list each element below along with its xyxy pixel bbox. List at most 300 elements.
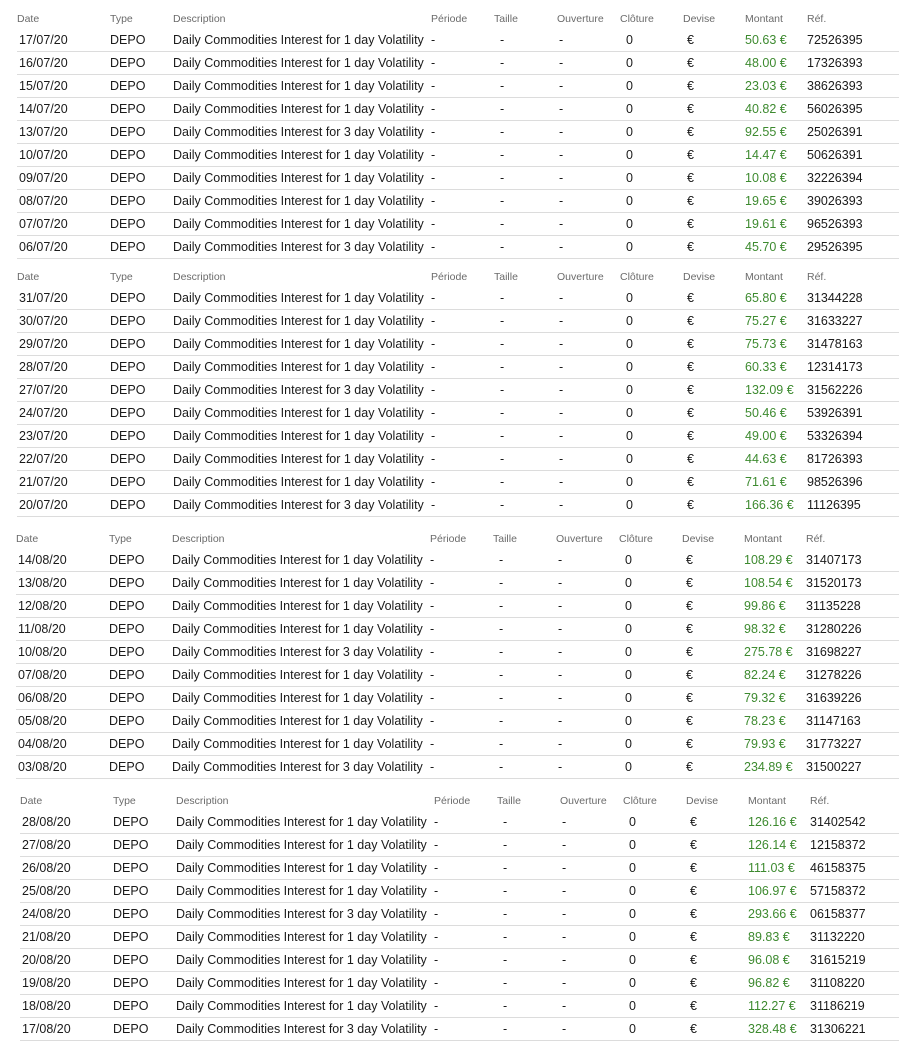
cell-montant: 78.23 € bbox=[744, 714, 786, 728]
transactions-table bbox=[17, 9, 899, 259]
table-row[interactable] bbox=[20, 903, 899, 926]
cell-type: DEPO bbox=[113, 953, 149, 967]
column-header-ref[interactable]: Réf. bbox=[807, 271, 827, 283]
column-header-devise[interactable]: Devise bbox=[686, 795, 719, 807]
cell-cloture: 0 bbox=[625, 576, 632, 590]
cell-montant: 48.00 € bbox=[745, 56, 787, 70]
cell-date: 30/07/20 bbox=[19, 314, 68, 328]
cell-type: DEPO bbox=[113, 861, 149, 875]
cell-ouverture: - bbox=[559, 171, 564, 185]
column-header-montant[interactable]: Montant bbox=[745, 271, 783, 283]
column-header-montant[interactable]: Montant bbox=[748, 795, 786, 807]
cell-cloture: 0 bbox=[626, 148, 633, 162]
column-header-periode[interactable]: Période bbox=[431, 13, 468, 25]
cell-date: 13/08/20 bbox=[18, 576, 67, 590]
cell-type: DEPO bbox=[110, 452, 146, 466]
table-row[interactable] bbox=[16, 687, 899, 710]
cell-cloture: 0 bbox=[626, 217, 633, 231]
cell-montant: 65.80 € bbox=[745, 291, 787, 305]
cell-periode: - bbox=[431, 194, 436, 208]
cell-description: Daily Commodities Interest for 1 day Volatility bbox=[172, 668, 423, 682]
cell-description: Daily Commodities Interest for 1 day Volatility bbox=[176, 953, 427, 967]
cell-devise: € bbox=[687, 452, 694, 466]
cell-date: 06/07/20 bbox=[19, 240, 68, 254]
cell-montant: 71.61 € bbox=[745, 475, 787, 489]
cell-ouverture: - bbox=[559, 475, 564, 489]
cell-type: DEPO bbox=[113, 838, 149, 852]
cell-type: DEPO bbox=[110, 33, 146, 47]
cell-ouverture: - bbox=[562, 999, 567, 1013]
column-header-cloture[interactable]: Clôture bbox=[620, 271, 654, 283]
cell-devise: € bbox=[687, 314, 694, 328]
cell-description: Daily Commodities Interest for 1 day Volatility bbox=[173, 33, 424, 47]
table-row[interactable] bbox=[20, 811, 899, 834]
cell-description: Daily Commodities Interest for 1 day Volatility bbox=[173, 452, 424, 466]
cell-cloture: 0 bbox=[626, 429, 633, 443]
cell-type: DEPO bbox=[113, 999, 149, 1013]
table-row[interactable] bbox=[16, 756, 899, 779]
table-row[interactable] bbox=[16, 733, 899, 756]
cell-montant: 328.48 € bbox=[748, 1022, 797, 1036]
cell-devise: € bbox=[687, 217, 694, 231]
cell-date: 06/08/20 bbox=[18, 691, 67, 705]
cell-periode: - bbox=[431, 217, 436, 231]
cell-date: 29/07/20 bbox=[19, 337, 68, 351]
cell-devise: € bbox=[687, 194, 694, 208]
column-header-date[interactable]: Date bbox=[20, 795, 43, 807]
cell-periode: - bbox=[431, 291, 436, 305]
table-row[interactable] bbox=[16, 641, 899, 664]
cell-ouverture: - bbox=[562, 838, 567, 852]
table-row[interactable] bbox=[17, 190, 899, 213]
cell-periode: - bbox=[434, 907, 439, 921]
table-row[interactable] bbox=[17, 144, 899, 167]
cell-periode: - bbox=[434, 838, 439, 852]
cell-periode: - bbox=[431, 148, 436, 162]
cell-type: DEPO bbox=[109, 760, 145, 774]
cell-description: Daily Commodities Interest for 1 day Volatility bbox=[173, 406, 424, 420]
cell-date: 17/08/20 bbox=[22, 1022, 71, 1036]
cell-ref: 31773227 bbox=[806, 737, 862, 751]
cell-ouverture: - bbox=[558, 622, 563, 636]
column-header-ouverture[interactable]: Ouverture bbox=[557, 13, 604, 25]
cell-taille: - bbox=[500, 148, 505, 162]
cell-devise: € bbox=[687, 240, 694, 254]
cell-ref: 31280226 bbox=[806, 622, 862, 636]
cell-cloture: 0 bbox=[625, 760, 632, 774]
cell-devise: € bbox=[686, 622, 693, 636]
cell-date: 25/08/20 bbox=[22, 884, 71, 898]
cell-taille: - bbox=[500, 429, 505, 443]
cell-ref: 98526396 bbox=[807, 475, 863, 489]
column-header-description[interactable]: Description bbox=[173, 13, 226, 25]
cell-date: 09/07/20 bbox=[19, 171, 68, 185]
cell-devise: € bbox=[687, 79, 694, 93]
table-row[interactable] bbox=[16, 572, 899, 595]
cell-periode: - bbox=[434, 1022, 439, 1036]
column-header-ref[interactable]: Réf. bbox=[807, 13, 827, 25]
table-row[interactable] bbox=[20, 949, 899, 972]
cell-devise: € bbox=[690, 1022, 697, 1036]
cell-ref: 53926391 bbox=[807, 406, 863, 420]
column-header-taille[interactable]: Taille bbox=[497, 795, 521, 807]
cell-taille: - bbox=[500, 56, 505, 70]
column-header-periode[interactable]: Période bbox=[431, 271, 468, 283]
column-header-date[interactable]: Date bbox=[17, 271, 40, 283]
cell-ouverture: - bbox=[559, 314, 564, 328]
cell-ouverture: - bbox=[559, 498, 564, 512]
cell-description: Daily Commodities Interest for 3 day Volatility bbox=[176, 1022, 427, 1036]
cell-ref: 31306221 bbox=[810, 1022, 866, 1036]
cell-periode: - bbox=[434, 930, 439, 944]
cell-periode: - bbox=[431, 337, 436, 351]
table-row[interactable] bbox=[17, 213, 899, 236]
cell-devise: € bbox=[690, 999, 697, 1013]
cell-ouverture: - bbox=[558, 668, 563, 682]
cell-ouverture: - bbox=[559, 337, 564, 351]
cell-montant: 106.97 € bbox=[748, 884, 797, 898]
cell-taille: - bbox=[499, 622, 504, 636]
cell-type: DEPO bbox=[109, 645, 145, 659]
cell-type: DEPO bbox=[110, 240, 146, 254]
table-row[interactable] bbox=[17, 379, 899, 402]
cell-ref: 31132220 bbox=[810, 930, 865, 944]
cell-description: Daily Commodities Interest for 1 day Volatility bbox=[173, 79, 424, 93]
cell-type: DEPO bbox=[109, 553, 145, 567]
cell-date: 21/08/20 bbox=[22, 930, 71, 944]
cell-description: Daily Commodities Interest for 1 day Volatility bbox=[172, 622, 423, 636]
cell-date: 11/08/20 bbox=[18, 622, 66, 636]
cell-ouverture: - bbox=[559, 33, 564, 47]
table-row[interactable] bbox=[17, 75, 899, 98]
cell-description: Daily Commodities Interest for 1 day Volatility bbox=[173, 475, 424, 489]
cell-type: DEPO bbox=[113, 815, 149, 829]
cell-montant: 166.36 € bbox=[745, 498, 794, 512]
cell-ref: 38626393 bbox=[807, 79, 863, 93]
table-row[interactable] bbox=[16, 710, 899, 733]
cell-cloture: 0 bbox=[629, 907, 636, 921]
table-row[interactable] bbox=[17, 310, 899, 333]
cell-cloture: 0 bbox=[629, 930, 636, 944]
cell-description: Daily Commodities Interest for 1 day Volatility bbox=[173, 429, 424, 443]
cell-taille: - bbox=[500, 291, 505, 305]
table-row[interactable] bbox=[16, 664, 899, 687]
cell-devise: € bbox=[690, 930, 697, 944]
cell-taille: - bbox=[503, 884, 508, 898]
cell-description: Daily Commodities Interest for 3 day Volatility bbox=[172, 760, 423, 774]
cell-date: 26/08/20 bbox=[22, 861, 71, 875]
cell-periode: - bbox=[431, 171, 436, 185]
table-row[interactable] bbox=[20, 1018, 899, 1041]
cell-montant: 19.65 € bbox=[745, 194, 787, 208]
column-header-periode[interactable]: Période bbox=[430, 533, 467, 545]
cell-description: Daily Commodities Interest for 3 day Volatility bbox=[172, 645, 423, 659]
cell-cloture: 0 bbox=[626, 79, 633, 93]
cell-description: Daily Commodities Interest for 3 day Volatility bbox=[173, 240, 424, 254]
cell-cloture: 0 bbox=[626, 56, 633, 70]
cell-ouverture: - bbox=[562, 930, 567, 944]
column-header-ouverture[interactable]: Ouverture bbox=[556, 533, 603, 545]
cell-cloture: 0 bbox=[629, 999, 636, 1013]
cell-montant: 10.08 € bbox=[745, 171, 787, 185]
cell-taille: - bbox=[499, 599, 504, 613]
cell-taille: - bbox=[499, 760, 504, 774]
cell-cloture: 0 bbox=[626, 406, 633, 420]
cell-date: 03/08/20 bbox=[18, 760, 67, 774]
table-row[interactable] bbox=[16, 595, 899, 618]
cell-devise: € bbox=[687, 56, 694, 70]
cell-date: 14/08/20 bbox=[18, 553, 67, 567]
cell-date: 04/08/20 bbox=[18, 737, 67, 751]
cell-date: 10/07/20 bbox=[19, 148, 68, 162]
table-row[interactable] bbox=[17, 52, 899, 75]
cell-devise: € bbox=[687, 33, 694, 47]
cell-periode: - bbox=[430, 668, 435, 682]
cell-montant: 96.08 € bbox=[748, 953, 790, 967]
cell-date: 27/07/20 bbox=[19, 383, 68, 397]
cell-devise: € bbox=[687, 337, 694, 351]
cell-ref: 06158377 bbox=[810, 907, 866, 921]
cell-devise: € bbox=[686, 737, 693, 751]
column-header-devise[interactable]: Devise bbox=[682, 533, 715, 545]
cell-montant: 40.82 € bbox=[745, 102, 787, 116]
cell-ouverture: - bbox=[559, 56, 564, 70]
cell-ouverture: - bbox=[562, 884, 567, 898]
cell-description: Daily Commodities Interest for 3 day Volatility bbox=[173, 498, 424, 512]
cell-cloture: 0 bbox=[625, 622, 632, 636]
cell-periode: - bbox=[431, 360, 436, 374]
cell-taille: - bbox=[499, 714, 504, 728]
cell-taille: - bbox=[500, 452, 505, 466]
cell-taille: - bbox=[500, 406, 505, 420]
table-row[interactable] bbox=[17, 402, 899, 425]
column-header-devise[interactable]: Devise bbox=[683, 271, 716, 283]
cell-cloture: 0 bbox=[626, 240, 633, 254]
cell-periode: - bbox=[431, 56, 436, 70]
cell-ouverture: - bbox=[559, 429, 564, 443]
column-header-ouverture[interactable]: Ouverture bbox=[557, 271, 604, 283]
column-header-montant[interactable]: Montant bbox=[744, 533, 782, 545]
cell-ref: 50626391 bbox=[807, 148, 863, 162]
cell-montant: 60.33 € bbox=[745, 360, 787, 374]
cell-description: Daily Commodities Interest for 3 day Volatility bbox=[173, 125, 424, 139]
table-row[interactable] bbox=[17, 236, 899, 259]
cell-type: DEPO bbox=[113, 907, 149, 921]
column-header-montant[interactable]: Montant bbox=[745, 13, 783, 25]
cell-devise: € bbox=[686, 576, 693, 590]
cell-taille: - bbox=[503, 907, 508, 921]
table-row[interactable] bbox=[17, 471, 899, 494]
cell-ouverture: - bbox=[558, 760, 563, 774]
table-row[interactable] bbox=[17, 167, 899, 190]
cell-periode: - bbox=[431, 498, 436, 512]
cell-date: 20/07/20 bbox=[19, 498, 68, 512]
table-row[interactable] bbox=[16, 549, 899, 572]
cell-description: Daily Commodities Interest for 1 day Volatility bbox=[172, 737, 423, 751]
column-header-ref[interactable]: Réf. bbox=[810, 795, 830, 807]
cell-type: DEPO bbox=[109, 599, 145, 613]
cell-ouverture: - bbox=[562, 861, 567, 875]
cell-devise: € bbox=[687, 475, 694, 489]
cell-description: Daily Commodities Interest for 1 day Volatility bbox=[172, 553, 423, 567]
cell-description: Daily Commodities Interest for 1 day Volatility bbox=[176, 976, 427, 990]
cell-date: 07/08/20 bbox=[18, 668, 67, 682]
cell-cloture: 0 bbox=[625, 645, 632, 659]
cell-description: Daily Commodities Interest for 1 day Volatility bbox=[173, 194, 424, 208]
cell-type: DEPO bbox=[113, 1022, 149, 1036]
cell-periode: - bbox=[431, 125, 436, 139]
column-header-description[interactable]: Description bbox=[173, 271, 226, 283]
cell-ref: 39026393 bbox=[807, 194, 863, 208]
transactions-table bbox=[16, 529, 899, 779]
cell-ref: 31147163 bbox=[806, 714, 861, 728]
column-header-cloture[interactable]: Clôture bbox=[619, 533, 653, 545]
table-row[interactable] bbox=[17, 98, 899, 121]
column-header-description[interactable]: Description bbox=[176, 795, 229, 807]
column-header-cloture[interactable]: Clôture bbox=[620, 13, 654, 25]
cell-cloture: 0 bbox=[626, 452, 633, 466]
column-header-date[interactable]: Date bbox=[16, 533, 39, 545]
cell-periode: - bbox=[434, 976, 439, 990]
column-header-date[interactable]: Date bbox=[17, 13, 40, 25]
cell-ouverture: - bbox=[558, 691, 563, 705]
cell-cloture: 0 bbox=[625, 599, 632, 613]
cell-taille: - bbox=[500, 171, 505, 185]
table-row[interactable] bbox=[17, 287, 899, 310]
cell-cloture: 0 bbox=[626, 171, 633, 185]
cell-date: 14/07/20 bbox=[19, 102, 68, 116]
cell-type: DEPO bbox=[110, 102, 146, 116]
table-row[interactable] bbox=[16, 618, 899, 641]
cell-ref: 31520173 bbox=[806, 576, 862, 590]
column-header-type[interactable]: Type bbox=[110, 13, 133, 25]
cell-type: DEPO bbox=[109, 576, 145, 590]
cell-periode: - bbox=[430, 553, 435, 567]
column-header-periode[interactable]: Période bbox=[434, 795, 471, 807]
cell-taille: - bbox=[503, 999, 508, 1013]
cell-devise: € bbox=[687, 498, 694, 512]
cell-cloture: 0 bbox=[629, 953, 636, 967]
cell-taille: - bbox=[503, 953, 508, 967]
column-header-cloture[interactable]: Clôture bbox=[623, 795, 657, 807]
cell-montant: 50.46 € bbox=[745, 406, 787, 420]
column-header-description[interactable]: Description bbox=[172, 533, 225, 545]
table-row[interactable] bbox=[20, 880, 899, 903]
cell-taille: - bbox=[500, 337, 505, 351]
table-row[interactable] bbox=[17, 121, 899, 144]
cell-description: Daily Commodities Interest for 1 day Volatility bbox=[173, 314, 424, 328]
cell-cloture: 0 bbox=[629, 976, 636, 990]
cell-ouverture: - bbox=[562, 907, 567, 921]
table-row[interactable] bbox=[20, 995, 899, 1018]
cell-ref: 31633227 bbox=[807, 314, 863, 328]
column-header-ref[interactable]: Réf. bbox=[806, 533, 826, 545]
table-header bbox=[17, 267, 899, 287]
table-row[interactable] bbox=[20, 834, 899, 857]
column-header-type[interactable]: Type bbox=[110, 271, 133, 283]
cell-ouverture: - bbox=[559, 148, 564, 162]
cell-description: Daily Commodities Interest for 3 day Volatility bbox=[173, 383, 424, 397]
cell-type: DEPO bbox=[110, 314, 146, 328]
table-row[interactable] bbox=[17, 29, 899, 52]
table-row[interactable] bbox=[20, 857, 899, 880]
cell-description: Daily Commodities Interest for 1 day Volatility bbox=[172, 599, 423, 613]
cell-cloture: 0 bbox=[626, 360, 633, 374]
column-header-devise[interactable]: Devise bbox=[683, 13, 716, 25]
cell-taille: - bbox=[503, 930, 508, 944]
cell-type: DEPO bbox=[109, 691, 145, 705]
column-header-taille[interactable]: Taille bbox=[494, 271, 518, 283]
column-header-taille[interactable]: Taille bbox=[494, 13, 518, 25]
cell-cloture: 0 bbox=[629, 838, 636, 852]
cell-ref: 31108220 bbox=[810, 976, 865, 990]
table-row[interactable] bbox=[17, 448, 899, 471]
cell-taille: - bbox=[499, 737, 504, 751]
cell-cloture: 0 bbox=[626, 383, 633, 397]
table-row[interactable] bbox=[17, 356, 899, 379]
cell-cloture: 0 bbox=[626, 194, 633, 208]
cell-cloture: 0 bbox=[625, 691, 632, 705]
column-header-type[interactable]: Type bbox=[109, 533, 132, 545]
cell-devise: € bbox=[687, 429, 694, 443]
cell-devise: € bbox=[687, 171, 694, 185]
cell-montant: 79.93 € bbox=[744, 737, 786, 751]
table-row[interactable] bbox=[17, 425, 899, 448]
cell-ref: 25026391 bbox=[807, 125, 863, 139]
cell-type: DEPO bbox=[113, 930, 149, 944]
cell-ouverture: - bbox=[559, 383, 564, 397]
cell-ref: 31186219 bbox=[810, 999, 865, 1013]
cell-taille: - bbox=[500, 217, 505, 231]
table-row[interactable] bbox=[17, 333, 899, 356]
cell-devise: € bbox=[687, 360, 694, 374]
table-row[interactable] bbox=[20, 972, 899, 995]
cell-date: 10/08/20 bbox=[18, 645, 67, 659]
cell-date: 27/08/20 bbox=[22, 838, 71, 852]
cell-devise: € bbox=[687, 291, 694, 305]
cell-ref: 31278226 bbox=[806, 668, 862, 682]
cell-montant: 126.16 € bbox=[748, 815, 797, 829]
cell-periode: - bbox=[431, 314, 436, 328]
cell-periode: - bbox=[434, 884, 439, 898]
column-header-ouverture[interactable]: Ouverture bbox=[560, 795, 607, 807]
cell-ref: 72526395 bbox=[807, 33, 863, 47]
table-row[interactable] bbox=[20, 926, 899, 949]
cell-taille: - bbox=[500, 314, 505, 328]
column-header-taille[interactable]: Taille bbox=[493, 533, 517, 545]
cell-cloture: 0 bbox=[625, 737, 632, 751]
column-header-type[interactable]: Type bbox=[113, 795, 136, 807]
cell-devise: € bbox=[687, 406, 694, 420]
cell-montant: 96.82 € bbox=[748, 976, 790, 990]
cell-cloture: 0 bbox=[626, 337, 633, 351]
cell-periode: - bbox=[431, 452, 436, 466]
cell-description: Daily Commodities Interest for 1 day Volatility bbox=[173, 56, 424, 70]
cell-taille: - bbox=[500, 360, 505, 374]
cell-date: 24/08/20 bbox=[22, 907, 71, 921]
cell-description: Daily Commodities Interest for 1 day Volatility bbox=[176, 838, 427, 852]
cell-ref: 56026395 bbox=[807, 102, 863, 116]
table-row[interactable] bbox=[17, 494, 899, 517]
cell-taille: - bbox=[499, 691, 504, 705]
cell-devise: € bbox=[690, 861, 697, 875]
cell-cloture: 0 bbox=[626, 475, 633, 489]
cell-description: Daily Commodities Interest for 1 day Volatility bbox=[172, 576, 423, 590]
cell-description: Daily Commodities Interest for 1 day Volatility bbox=[173, 217, 424, 231]
cell-ouverture: - bbox=[559, 291, 564, 305]
cell-devise: € bbox=[687, 383, 694, 397]
cell-type: DEPO bbox=[113, 976, 149, 990]
